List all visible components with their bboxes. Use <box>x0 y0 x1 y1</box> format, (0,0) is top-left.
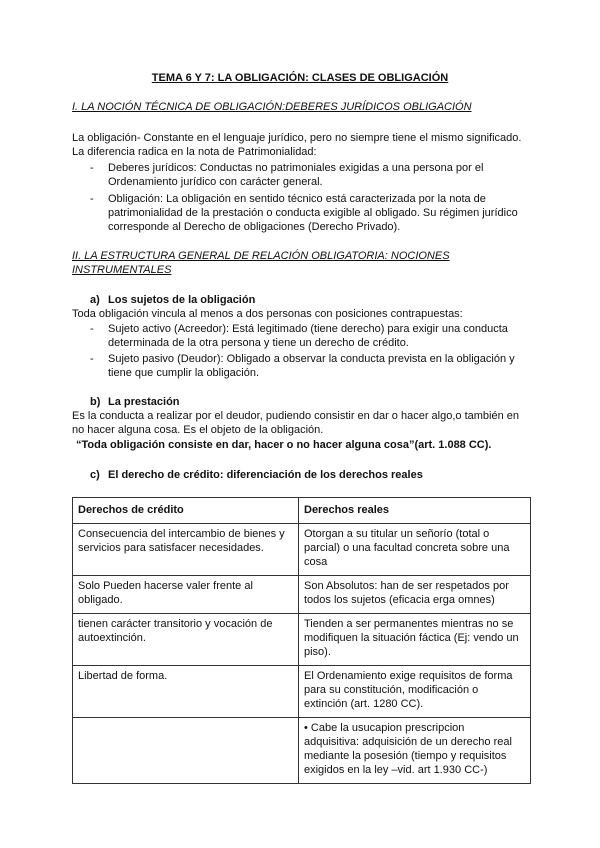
table-row <box>73 524 531 576</box>
bullet-line: corresponde al Derecho de obligaciones (Derecho Privado). <box>108 221 401 233</box>
subsection-b-text: no hacer alguna cosa. Es el objeto de la obligación. <box>72 424 324 436</box>
section-2-heading: II. LA ESTRUCTURA GENERAL DE RELACIÓN OBLIGATORIA: NOCIONES <box>72 250 450 262</box>
section-1-intro-line: La diferencia radica en la nota de Patrimonialidad: <box>72 146 317 158</box>
table-row <box>73 718 531 784</box>
subsection-b-title: b) La prestación <box>90 396 180 408</box>
table-cell: Tienden a ser permanentes mientras no se modifiquen la situación fáctica (Ej: vendo un piso). <box>299 614 531 666</box>
bullet-dash: - <box>90 323 94 335</box>
bullet-line: patrimonialidad de la prestación o conducta exigible al obligado. Su régimen jurídico <box>108 207 518 219</box>
table-header-cell: Derechos de crédito <box>73 498 299 524</box>
bullet-line: Sujeto pasivo (Deudor): Obligado a observar la conducta prevista en la obligación y <box>108 353 515 365</box>
bullet-line: determinada de la otra persona y tiene un derecho de crédito. <box>108 337 409 349</box>
bullet-dash: - <box>90 353 94 365</box>
bullet-line: Obligación: La obligación en sentido técnico está caracterizada por la nota de <box>108 193 486 205</box>
page-title: TEMA 6 Y 7: LA OBLIGACIÓN: CLASES DE OBLIGACIÓN <box>151 72 449 84</box>
table-cell: El Ordenamiento exige requisitos de forma para su constitución, modificación o extinción (art. 1280 CC). <box>299 666 531 718</box>
subsection-a-title: a) Los sujetos de la obligación <box>90 294 256 306</box>
table-header-cell: Derechos reales <box>299 498 531 524</box>
subsection-b-text: Es la conducta a realizar por el deudor, pudiendo consistir en dar o hacer algo,o también en <box>72 410 520 422</box>
table-cell: tienen carácter transitorio y vocación de autoextinción. <box>73 614 299 666</box>
table-cell: Son Absolutos: han de ser respetados por todos los sujetos (eficacia erga omnes) <box>299 576 531 614</box>
table-cell: Solo Pueden hacerse valer frente al obligado. <box>73 576 299 614</box>
table-row <box>73 576 531 614</box>
table-cell: • Cabe la usucapion prescripcion adquisitiva: adquisición de un derecho real mediante la posesión (tiempo y requisitos exigidos en la ley –vid. art 1.930 CC-) <box>299 718 531 784</box>
table-row <box>73 666 531 718</box>
table-header-row <box>73 498 531 524</box>
bullet-dash: - <box>90 162 94 174</box>
table-cell: Otorgan a su titular un señorío (total o parcial) o una facultad concreta sobre una cosa <box>299 524 531 576</box>
section-1-intro-line: La obligación- Constante en el lenguaje jurídico, pero no siempre tiene el mismo significado. <box>72 132 522 144</box>
bullet-dash: - <box>90 193 94 205</box>
subsection-c-title: c) El derecho de crédito: diferenciación de los derechos reales <box>90 469 423 481</box>
section-2-heading: INSTRUMENTALES <box>72 264 172 276</box>
subsection-a-intro: Toda obligación vincula al menos a dos personas con posiciones contrapuestas: <box>72 308 463 320</box>
bullet-line: Sujeto activo (Acreedor): Está legitimado (tiene derecho) para exigir una conducta <box>108 323 508 335</box>
table-row <box>73 614 531 666</box>
bullet-line: Ordenamiento jurídico con carácter general. <box>108 176 323 188</box>
bullet-line: tiene que cumplir la obligación. <box>108 367 260 379</box>
bullet-line: Deberes jurídicos: Conductas no patrimoniales exigidas a una persona por el <box>108 162 484 174</box>
table-cell: Libertad de forma. <box>73 666 299 718</box>
section-1-heading: I. LA NOCIÓN TÉCNICA DE OBLIGACIÓN:DEBERES JURÍDICOS OBLIGACIÓN <box>72 101 472 113</box>
rights-comparison-table <box>72 497 531 784</box>
table-cell <box>73 718 299 784</box>
legal-quote: “Toda obligación consiste en dar, hacer o no hacer alguna cosa”(art. 1.088 CC). <box>76 439 492 451</box>
table-cell: Consecuencia del intercambio de bienes y servicios para satisfacer necesidades. <box>73 524 299 576</box>
